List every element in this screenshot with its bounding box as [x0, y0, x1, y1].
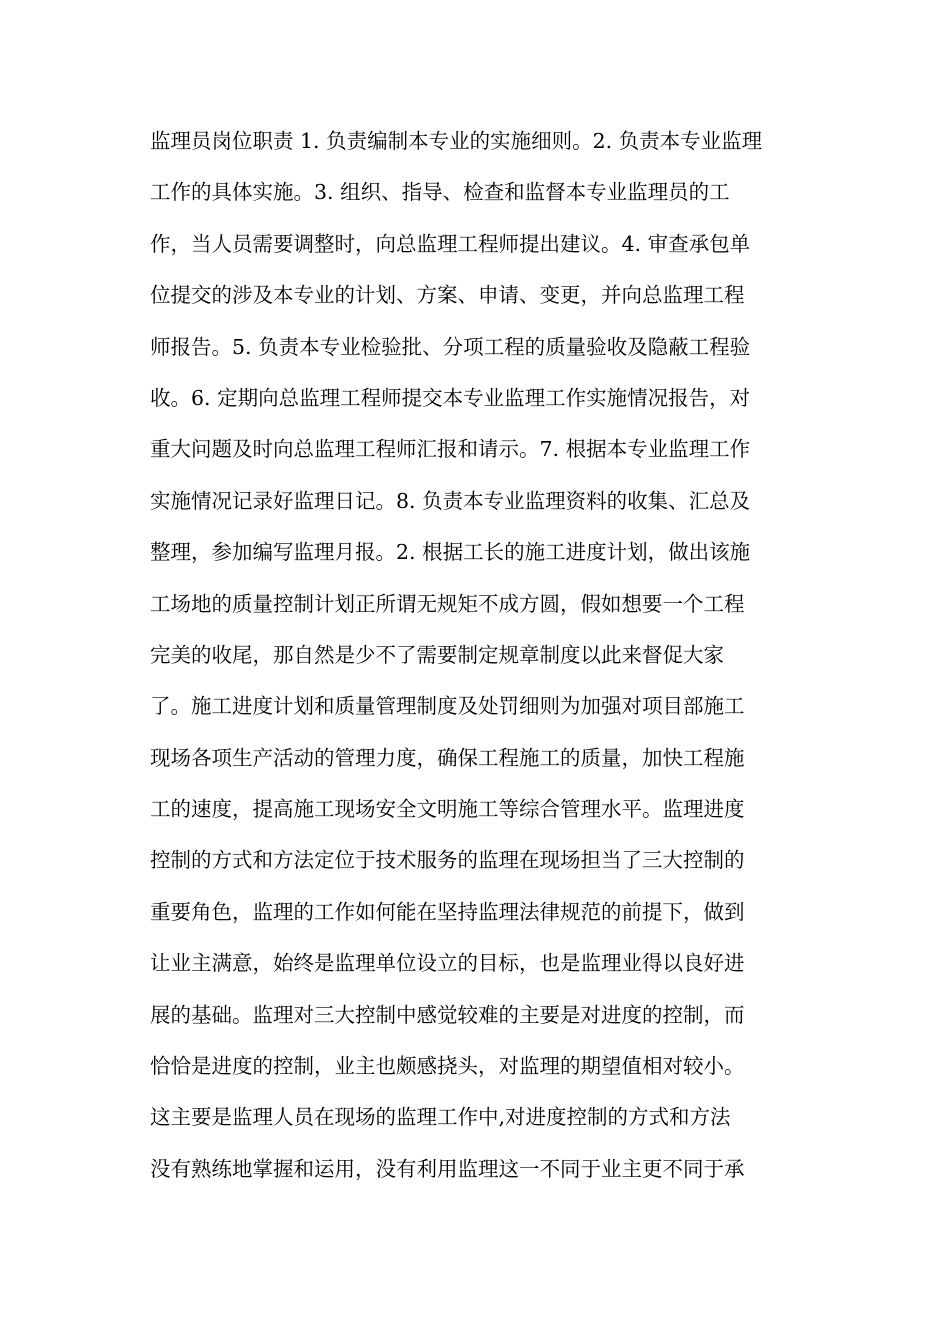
text-line: 工作的具体实施。3. 组织、指导、检查和监督本专业监理员的工	[150, 180, 730, 205]
text-line: 重要角色，监理的工作如何能在坚持监理法律规范的前提下，做到	[150, 899, 745, 924]
text-line: 让业主满意，始终是监理单位设立的目标，也是监理业得以良好进	[150, 951, 745, 976]
text-line: 没有熟练地掌握和运用，没有利用监理这一不同于业主更不同于承	[150, 1156, 745, 1181]
text-line: 监理员岗位职责 1. 负责编制本专业的实施细则。2. 负责本专业监理	[150, 129, 763, 153]
text-line: 师报告。5. 负责本专业检验批、分项工程的质量验收及隐蔽工程验	[150, 334, 751, 359]
text-line: 整理，参加编写监理月报。2. 根据工长的施工进度计划，做出该施	[150, 540, 751, 565]
text-line: 恰恰是进度的控制，业主也颇感挠头，对监理的期望值相对较小。	[150, 1054, 745, 1079]
text-line: 了。施工进度计划和质量管理制度及处罚细则为加强对项目部施工	[150, 694, 745, 719]
text-line: 工场地的质量控制计划正所谓无规矩不成方圆，假如想要一个工程	[150, 591, 745, 616]
text-line: 这主要是监理人员在现场的监理工作中,对进度控制的方式和方法	[150, 1105, 731, 1130]
text-line: 工的速度，提高施工现场安全文明施工等综合管理水平。监理进度	[150, 797, 745, 822]
text-line: 重大问题及时向总监理工程师汇报和请示。7. 根据本专业监理工作	[150, 437, 751, 462]
text-line: 收。6. 定期向总监理工程师提交本专业监理工作实施情况报告，对	[150, 385, 751, 410]
text-line: 实施情况记录好监理日记。8. 负责本专业监理资料的收集、汇总及	[150, 488, 751, 513]
body-text	[150, 116, 810, 1195]
text-line: 作，当人员需要调整时，向总监理工程师提出建议。4. 审查承包单	[150, 231, 751, 256]
text-line: 位提交的涉及本专业的计划、方案、申请、变更，并向总监理工程	[150, 283, 745, 308]
text-line: 现场各项生产活动的管理力度，确保工程施工的质量，加快工程施	[150, 745, 745, 770]
text-line: 完美的收尾，那自然是少不了需要制定规章制度以此来督促大家	[150, 642, 724, 667]
text-line: 展的基础。监理对三大控制中感觉较难的主要是对进度的控制，而	[150, 1002, 745, 1027]
text-line: 控制的方式和方法定位于技术服务的监理在现场担当了三大控制的	[150, 848, 745, 873]
